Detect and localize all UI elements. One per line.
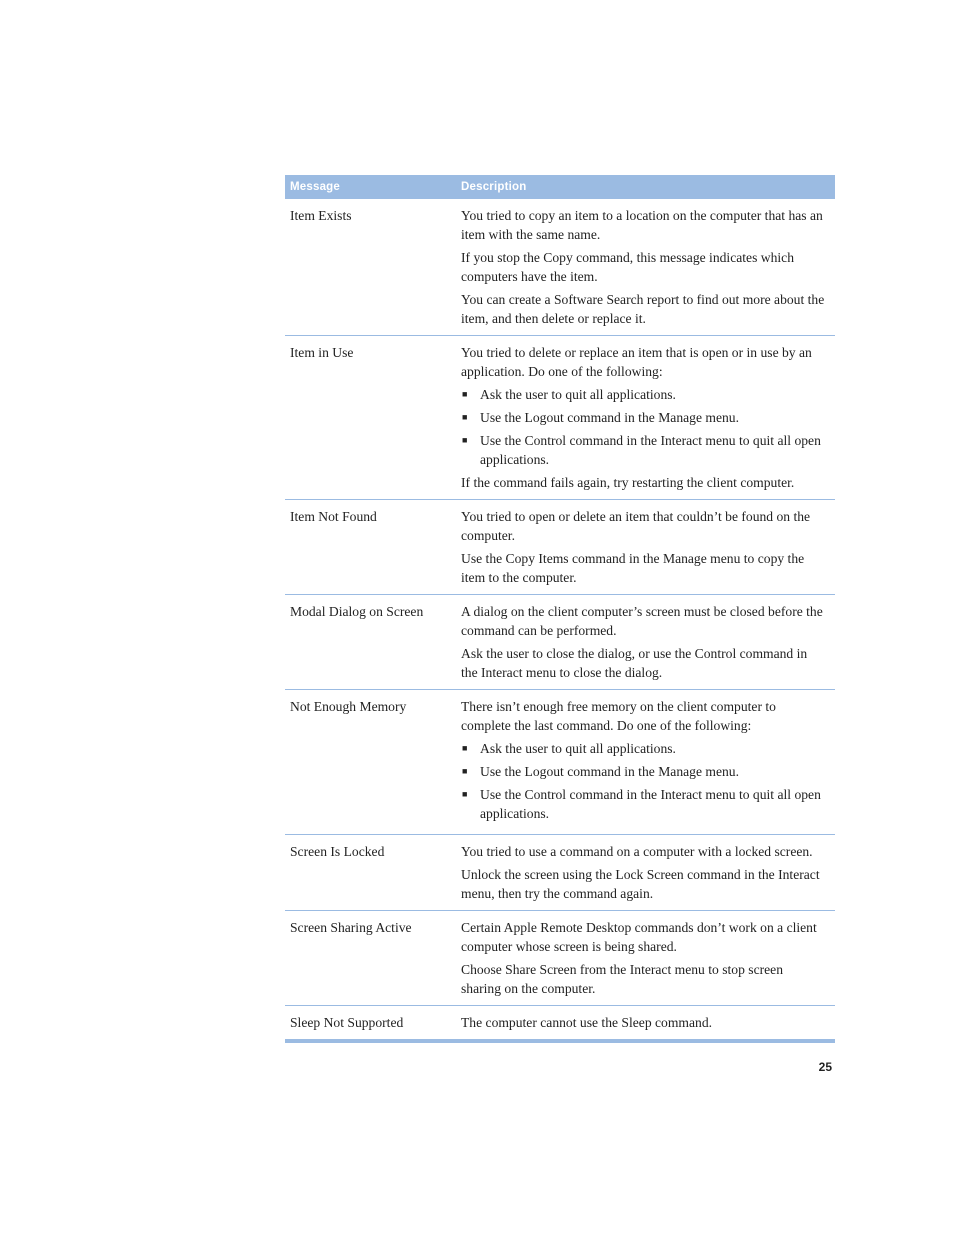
description-cell — [457, 343, 835, 492]
description-paragraph: Ask the user to close the dialog, or use the Control command in the Interact menu to close the dialog. — [461, 646, 808, 680]
description-paragraph: You tried to delete or replace an item that is open or in use by an application. Do one of the following: — [461, 345, 812, 379]
bullet-item — [461, 385, 825, 404]
bullet-square-icon: ■ — [462, 789, 468, 799]
bullet-text: Use the Control command in the Interact menu to quit all open applications. — [480, 433, 821, 467]
table-header — [285, 175, 835, 199]
description-cell — [457, 842, 835, 903]
table-row — [285, 690, 835, 835]
description-paragraph: If you stop the Copy command, this message indicates which computers have the item. — [461, 250, 794, 284]
bullet-item — [461, 408, 825, 427]
description-paragraph: The computer cannot use the Sleep command. — [461, 1015, 713, 1030]
message-cell: Screen Sharing Active — [290, 920, 412, 935]
description-paragraph: You tried to open or delete an item that couldn’t be found on the computer. — [461, 509, 811, 543]
description-paragraph: You tried to copy an item to a location on the computer that has an item with the same name. — [461, 208, 823, 242]
message-cell: Item in Use — [290, 345, 354, 360]
message-cell: Item Exists — [290, 208, 352, 223]
bullet-square-icon: ■ — [462, 435, 468, 445]
table-row — [285, 500, 835, 595]
page-number: 25 — [818, 1060, 832, 1074]
message-cell: Modal Dialog on Screen — [290, 604, 424, 619]
table-row — [285, 1006, 835, 1043]
table-row — [285, 835, 835, 911]
bullet-square-icon: ■ — [462, 766, 468, 776]
table-row — [285, 199, 835, 336]
bullet-square-icon: ■ — [462, 389, 468, 399]
description-paragraph: Use the Copy Items command in the Manage menu to copy the item to the computer. — [461, 551, 805, 585]
bullet-square-icon: ■ — [462, 743, 468, 753]
bullet-text: Ask the user to quit all applications. — [480, 387, 676, 402]
description-paragraph: A dialog on the client computer’s screen must be closed before the command can be performed. — [461, 604, 823, 638]
description-cell — [457, 697, 835, 827]
description-cell — [457, 507, 835, 587]
bullet-item — [461, 739, 825, 758]
bullet-item — [461, 762, 825, 781]
table-row — [285, 336, 835, 500]
bullet-item — [461, 431, 825, 469]
bullet-square-icon: ■ — [462, 412, 468, 422]
bullet-item — [461, 785, 825, 823]
message-table — [285, 175, 835, 1043]
table-body — [285, 199, 835, 1043]
message-cell: Sleep Not Supported — [290, 1015, 404, 1030]
header-message: Message — [290, 181, 340, 193]
description-cell — [457, 206, 835, 328]
description-paragraph: You can create a Software Search report to find out more about the item, and then delete or replace it. — [461, 292, 825, 326]
bullet-text: Ask the user to quit all applications. — [480, 741, 676, 756]
description-paragraph: Choose Share Screen from the Interact menu to stop screen sharing on the computer. — [461, 962, 783, 996]
description-paragraph: Certain Apple Remote Desktop commands don’t work on a client computer whose screen is being shared. — [461, 920, 817, 954]
description-paragraph: Unlock the screen using the Lock Screen command in the Interact menu, then try the command again. — [461, 867, 820, 901]
description-cell — [457, 602, 835, 682]
bullet-text: Use the Control command in the Interact menu to quit all open applications. — [480, 787, 821, 821]
header-description: Description — [461, 181, 527, 193]
table-row — [285, 595, 835, 690]
description-paragraph: You tried to use a command on a computer with a locked screen. — [461, 844, 813, 859]
message-cell: Item Not Found — [290, 509, 377, 524]
description-cell — [457, 1013, 835, 1032]
description-cell — [457, 918, 835, 998]
bullet-text: Use the Logout command in the Manage menu. — [480, 764, 739, 779]
table-row — [285, 911, 835, 1006]
message-cell: Screen Is Locked — [290, 844, 385, 859]
description-paragraph: There isn’t enough free memory on the client computer to complete the last command. Do one of the following: — [461, 699, 776, 733]
message-cell: Not Enough Memory — [290, 699, 407, 714]
bullet-text: Use the Logout command in the Manage menu. — [480, 410, 739, 425]
description-paragraph: If the command fails again, try restarting the client computer. — [461, 475, 795, 490]
